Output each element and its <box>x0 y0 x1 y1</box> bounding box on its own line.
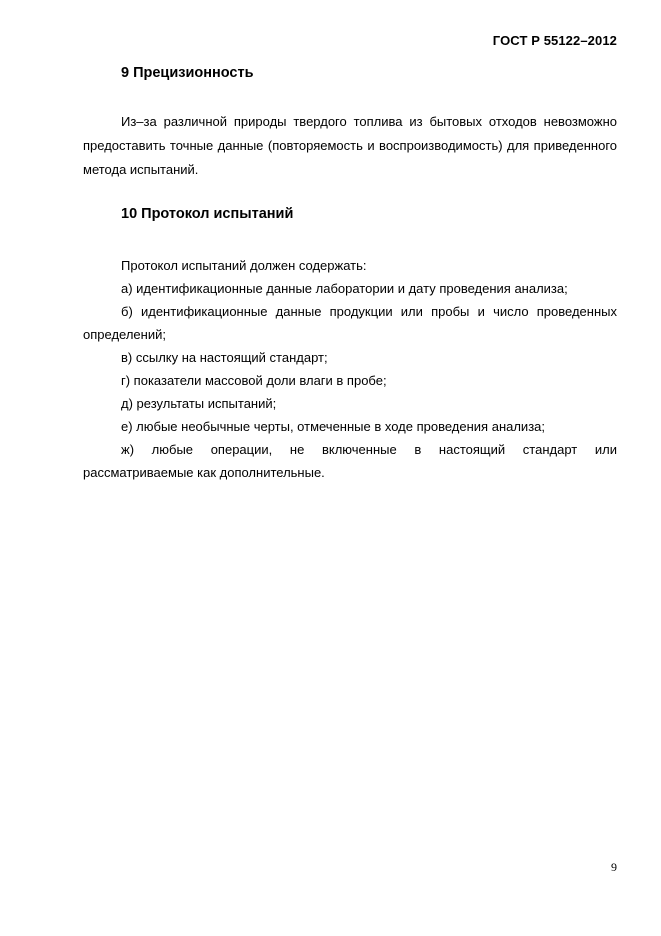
document-code: ГОСТ Р 55122–2012 <box>492 33 617 48</box>
list-item: ж) любые операции, не включенные в настоящий стандарт или рассматриваемые как дополнительные. <box>83 442 617 480</box>
list-item: г) показатели массовой доли влаги в пробе; <box>121 373 387 388</box>
section-10-heading: 10 Протокол испытаний <box>121 206 294 222</box>
list-item: е) любые необычные черты, отмеченные в ходе проведения анализа; <box>121 419 545 434</box>
section-9-paragraph: Из–за различной природы твердого топлива из бытовых отходов невозможно предоставить точные данные (повторяемость и воспроизводимость) для приведенного метода испытаний. <box>83 114 617 177</box>
list-item: б) идентификационные данные продукции или пробы и число проведенных определений; <box>83 304 617 342</box>
list-item: в) ссылку на настоящий стандарт; <box>121 350 328 365</box>
section-10-intro: Протокол испытаний должен содержать: <box>121 258 367 273</box>
protocol-contents-list <box>83 277 617 484</box>
section-9-heading: 9 Прецизионность <box>121 65 254 81</box>
page-number: 9 <box>611 860 617 874</box>
list-item: д) результаты испытаний; <box>121 396 277 411</box>
list-item: а) идентификационные данные лаборатории и дату проведения анализа; <box>121 281 568 296</box>
